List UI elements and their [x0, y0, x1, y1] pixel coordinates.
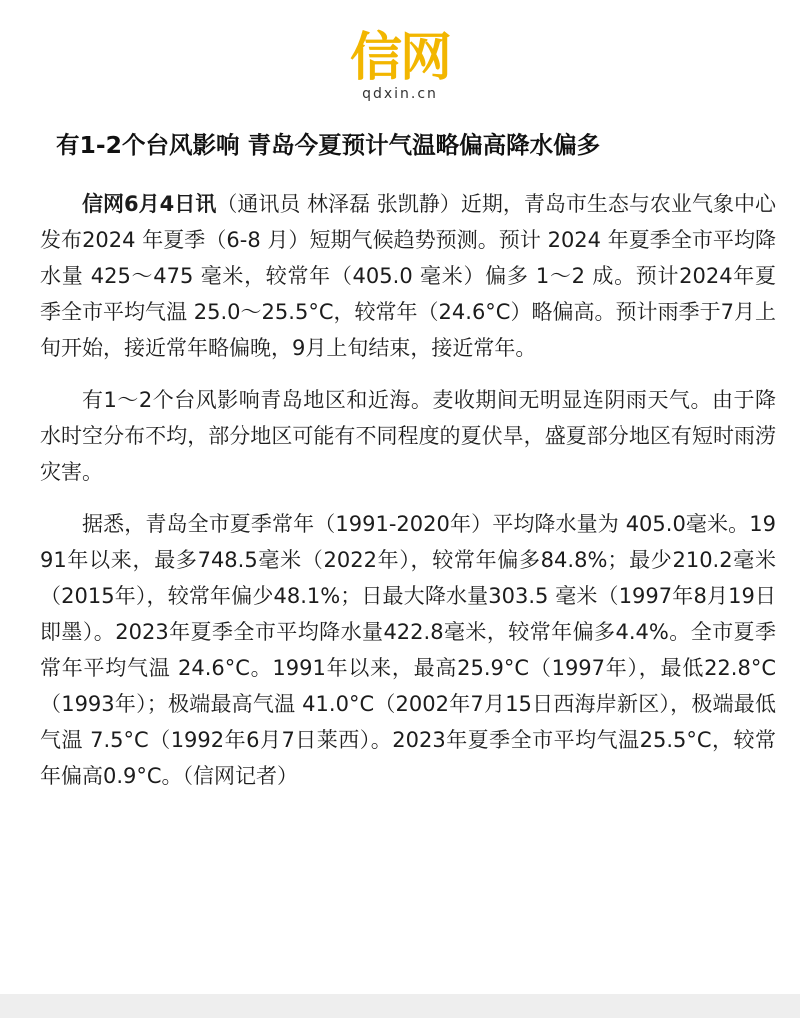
article-paragraph-2: 有1～2个台风影响青岛地区和近海。麦收期间无明显连阴雨天气。由于降水时空分布不均，部分地区可能有不同程度的夏伏旱，盛夏部分地区有短时雨涝灾害。 [40, 388, 776, 484]
footer-bar [0, 994, 800, 1018]
logo-mark: 信网 [349, 28, 450, 88]
site-logo[interactable] [0, 30, 800, 102]
paragraph-1-text: （通讯员 林泽磊 张凯静）近期，青岛市生态与农业气象中心发布2024 年夏季（6-8 月）短期气候趋势预测。预计 2024 年夏季全市平均降水量 425～475 毫米，较常年（405.0 毫米）偏多 1～2 成。预计2024年夏季全市平均气温 25.0～25.5°C，较常年（24.6°C）略偏高。预计雨季于7月上旬开始，接近常年略偏晚，9月上旬结束，接近常年。 [40, 192, 776, 360]
article-lead: 信网6月4日讯 [82, 192, 217, 216]
article-paragraph-1 [40, 186, 776, 366]
article-body [40, 186, 776, 810]
logo-domain: qdxin.cn [362, 86, 438, 102]
article-headline: 有1-2个台风影响 青岛今夏预计气温略偏高降水偏多 [56, 131, 601, 159]
article-paragraph-3: 据悉，青岛全市夏季常年（1991-2020年）平均降水量为 405.0毫米。1991年以来，最多748.5毫米（2022年），较常年偏多84.8%；最少210.2毫米（2015年），较常年偏少48.1%；日最大降水量303.5 毫米（1997年8月19日即墨）。2023年夏季全市平均降水量422.8毫米，较常年偏多4.4%。全市夏季常年平均气温 24.6°C。1991年以来，最高25.9°C（1997年），最低22.8°C（1993年）；极端最高气温 41.0°C（2002年7月15日西海岸新区），极端最低气温 7.5°C（1992年6月7日莱西）。2023年夏季全市平均气温25.5°C，较常年偏高0.9°C。（信网记者） [40, 512, 776, 788]
